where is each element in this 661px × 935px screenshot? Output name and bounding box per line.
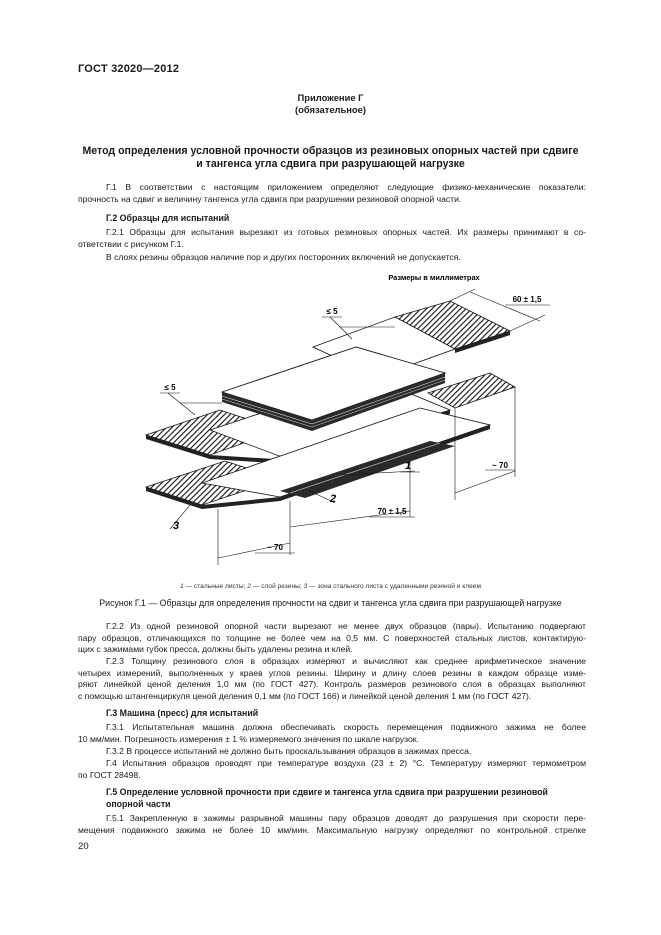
legend-number: 3 xyxy=(303,583,308,590)
section-heading-g5 xyxy=(106,786,586,810)
paragraph-line: Г.2.3 Толщину резинового слоя в образцах измеряют и вычисляют как среднее арифметическое значение xyxy=(106,656,586,666)
section-heading-line: Г.5 Определение условной прочности при сдвиге и тангенса угла сдвига при разрушении резиновой xyxy=(106,787,548,797)
callout-1: 1 xyxy=(404,460,412,472)
legend-number: 1 xyxy=(180,583,184,590)
legend-text: — слой резины; xyxy=(250,583,304,590)
legend-text: — стальные листы; xyxy=(183,583,248,590)
dim-70-bottom: ~ 70 xyxy=(267,543,283,552)
paragraph-g1 xyxy=(78,182,586,205)
standard-id: ГОСТ 32020—2012 xyxy=(78,63,180,75)
dim-70-mid: 70 ± 1,5 xyxy=(377,507,407,516)
annex-status: (обязательное) xyxy=(295,104,366,115)
paragraph-line: В слоях резины образцов наличие пор и других посторонних включений не допускается. xyxy=(106,252,461,262)
method-title-line-1: Метод определения условной прочности образцов из резиновых опорных частей при сдвиге xyxy=(82,145,579,157)
paragraph-g2-2 xyxy=(78,621,586,656)
paragraph-g2-1 xyxy=(78,227,586,250)
figure-g1-drawing xyxy=(130,265,570,575)
section-heading-g3: Г.3 Машина (пресс) для испытаний xyxy=(106,708,259,718)
legend-text: — зона стального листа с удаленными резиной и клеем xyxy=(307,583,481,590)
paragraph-g3-2 xyxy=(78,746,586,758)
paragraph-line: Г.4 Испытания образцов проводят при температуре воздуха (23 ± 2) °С. Температуру измеряют термометром xyxy=(106,758,586,768)
paragraph-pores xyxy=(78,252,586,264)
paragraph-line: щих с зажимами губок пресса, должны быть удалены резина и клей. xyxy=(78,644,353,654)
paragraph-line: с помощью штангенциркуля ценой деления 0,1 мм (по ГОСТ 166) и линейкой ценой деления 1 мм (по ГОСТ 427). xyxy=(78,690,532,701)
paragraph-line: мещения подвижного зажима не более 10 мм/мин. Максимальную нагрузку определяют по контрольной стрелке xyxy=(78,824,586,835)
paragraph-g5-1 xyxy=(78,813,586,836)
paragraph-g2-3 xyxy=(78,656,586,702)
paragraph-line: Г.3.2 В процессе испытаний не должно быть проскальзывания образцов в зажимах пресса. xyxy=(106,746,472,756)
section-heading-g2: Г.2 Образцы для испытаний xyxy=(106,213,230,223)
callout-3: 3 xyxy=(172,520,180,532)
paragraph-g3-1 xyxy=(78,722,586,745)
paragraph-line: Г.2.2 Из одной резиновой опорной части вырезают не менее двух образцов (пары). Испытанию подвергают xyxy=(106,621,586,631)
paragraph-line: ответствии с рисунком Г.1. xyxy=(78,238,184,249)
callout-2: 2 xyxy=(329,493,337,505)
paragraph-line: четырех измерений, выполненных у краев углов резины. Ширину и длину слоев резины в каждом образце изме- xyxy=(78,667,586,678)
dim-le5-left: ≤ 5 xyxy=(164,383,176,392)
paragraph-line: Г.3.1 Испытательная машина должна обеспечивать скорость перемещения подвижного зажима не более xyxy=(106,722,586,732)
figure-caption: Рисунок Г.1 — Образцы для определения прочности на сдвиг и тангенса угла сдвига при разрушающей нагрузке xyxy=(99,598,562,608)
paragraph-g4 xyxy=(78,758,586,781)
method-title-line-2: и тангенса угла сдвига при разрушающей нагрузке xyxy=(196,158,465,170)
paragraph-line: Г.2.1 Образцы для испытания вырезают из готовых резиновых опорных частей. Их размеры принимают в со- xyxy=(106,227,586,237)
dim-le5-upper: ≤ 5 xyxy=(326,307,338,316)
dim-70-right: ~ 70 xyxy=(492,461,508,470)
dims-unit-note: Размеры в миллиметрах xyxy=(388,273,480,282)
page-number: 20 xyxy=(78,841,89,852)
section-heading-line: опорной части xyxy=(106,799,171,809)
paragraph-line: ряют линейкой ценой деления 1,0 мм (по ГОСТ 427). Контроль размеров резинового слоя в образцах выполняют xyxy=(78,679,586,689)
annex-heading xyxy=(60,92,601,116)
annex-title: Приложение Г xyxy=(297,92,364,103)
figure-legend xyxy=(60,583,601,590)
method-title xyxy=(60,145,601,171)
paragraph-line: прочность на сдвиг и величину тангенса угла сдвига при разрушении резиновой опорной части. xyxy=(78,193,462,204)
dim-top-width: 60 ± 1,5 xyxy=(512,295,542,304)
paragraph-line: по ГОСТ 28498. xyxy=(78,769,141,780)
legend-number: 2 xyxy=(247,583,251,590)
paragraph-line: Г.1 В соответствии с настоящим приложением определяют следующие физико-механические показатели: xyxy=(106,182,586,192)
paragraph-line: 10 мм/мин. Погрешность измерения ± 1 % измеряемого значения по шкале нагрузок. xyxy=(78,733,419,744)
paragraph-line: пару образцов, отличающихся по толщине не более чем на 0,5 мм. С поверхностей стальных листов, контактирую- xyxy=(78,632,586,643)
paragraph-line: Г.5.1 Закрепленную в зажимы разрывной машины пару образцов доводят до разрушения при скорости пере- xyxy=(106,813,586,823)
